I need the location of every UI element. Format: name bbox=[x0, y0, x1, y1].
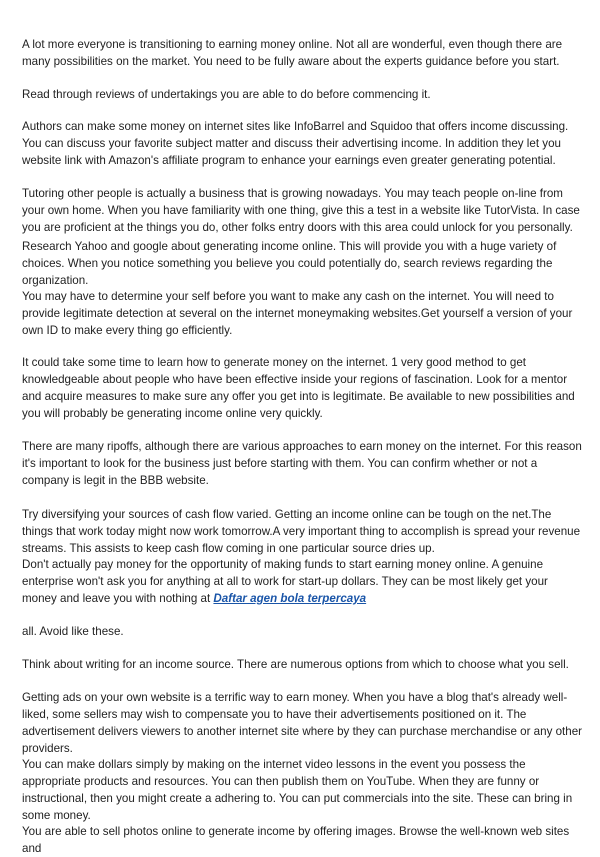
paragraph-1: A lot more everyone is transitioning to earning money online. Not all are wonderful, even though there are many possibilities on the market. You need to be fully aware about the experts guidance before you start. bbox=[22, 38, 563, 68]
paragraph-7: It could take some time to learn how to generate money on the internet. 1 very good method to get knowledgeable about people who have been effective inside your regions of fascination. Look for a mentor and acquire measures to make sure any offer you get into is legitimate. Be available to new possibilities and you will probably be generating income online very quickly. bbox=[22, 356, 575, 420]
paragraph-2: Read through reviews of undertakings you are able to do before commencing it. bbox=[22, 88, 431, 101]
paragraph-with-link bbox=[22, 556, 582, 607]
link-paragraph-text: Don't actually pay money for the opportunity of making funds to start earning money online. A genuine enterprise won't ask you for anything at all to work for start-up dollars. They can be most likely get your money and leave you with nothing at bbox=[22, 558, 548, 605]
paragraph-11: Getting ads on your own website is a terrific way to earn money. When you have a blog that's already well-liked, some sellers may wish to compensate you to have their advertisements positioned on it. The advertisement delivers viewers to another internet site where by they can purchase merchandise or any other providers. bbox=[22, 691, 583, 755]
paragraph-6: You may have to determine your self before you want to make any cash on the internet. You will need to provide legitimate detection at several on the internet moneymaking websites.Get yourself a version of your own ID to make every thing go efficiently. bbox=[22, 290, 573, 337]
paragraph-13: You are able to sell photos online to generate income by offering images. Browse the well-known web sites and bbox=[22, 825, 570, 855]
paragraph-5: Research Yahoo and google about generating income online. This will provide you with a huge variety of choices. When you notice something you believe you could potentially do, search reviews regarding the organization. bbox=[22, 240, 557, 287]
paragraph-12: You can make dollars simply by making on the internet video lessons in the event you possess the appropriate products and resources. You can then publish them on YouTube. When they are funny or instructional, then you might create a adhering to. You can put commercials into the site. These can bring in some money. bbox=[22, 758, 573, 822]
paragraph-3: Authors can make some money on internet sites like InfoBarrel and Squidoo that offers income discussing. You can discuss your favorite subject matter and discuss their advertising income. In addition they let you website link with Amazon's affiliate program to enhance your earnings even greater generating potential. bbox=[22, 120, 569, 167]
paragraph-8: There are many ripoffs, although there are various approaches to earn money on the internet. For this reason it's important to look for the business just before starting with them. You can confirm whether or not a company is legit in the BBB website. bbox=[22, 440, 582, 487]
paragraph-4: Tutoring other people is actually a business that is growing nowadays. You may teach people on-line from your own home. When you have familiarity with one thing, give this a test in a website like TutorVista. In case you are proficient at the things you do, other folks entry doors with this area could unlock for you personally. bbox=[22, 187, 580, 234]
paragraph-9: Try diversifying your sources of cash flow varied. Getting an income online can be tough on the net.The things that work today might now work tomorrow.A very important thing to accomplish is spread your revenue streams. This assists to keep cash flow coming in one particular source dries up. bbox=[22, 508, 581, 555]
paragraph-10: Think about writing for an income source. There are numerous options from which to choose what you sell. bbox=[22, 658, 569, 671]
paragraph-after-link: all. Avoid like these. bbox=[22, 625, 124, 638]
daftar-agen-bola-link[interactable]: Daftar agen bola terpercaya bbox=[213, 592, 367, 605]
